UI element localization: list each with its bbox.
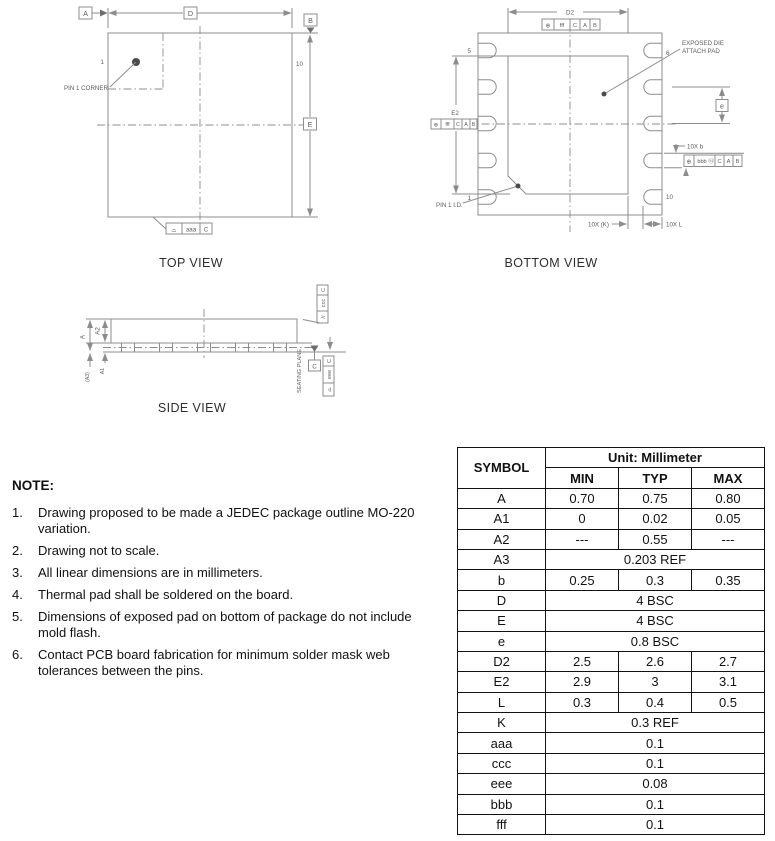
mmc-modifier: Ⓜ (708, 159, 714, 165)
note-item (12, 587, 436, 603)
note-text: Dimensions of exposed pad on bottom of package do not include mold flash. (38, 609, 412, 640)
table-row (458, 549, 765, 569)
symbol-cell: ccc (458, 753, 546, 773)
symbol-cell: A (458, 488, 546, 508)
pin-10-number: 10 (666, 194, 673, 201)
table-row (458, 692, 765, 712)
parallelism-symbol: // (321, 315, 327, 319)
note-number: 5. (12, 609, 23, 624)
datum-ref-c: C (456, 122, 460, 128)
side-view-drawing (60, 278, 370, 420)
table-row (458, 794, 765, 814)
dim-a2-label: A2 (94, 327, 102, 335)
note-number: 2. (12, 543, 23, 558)
min-cell: 0.25 (546, 570, 619, 590)
datum-ref-a: A (464, 122, 468, 128)
symbol-cell: bbb (458, 794, 546, 814)
value-span-cell: 0.3 REF (546, 713, 765, 733)
value-span-cell: 0.1 (546, 794, 765, 814)
symbol-cell: fff (458, 815, 546, 835)
max-cell: 0.5 (692, 692, 765, 712)
datum-ref-c: C (327, 358, 333, 364)
dim-e-pitch-label: e (720, 101, 724, 111)
table-row (458, 631, 765, 651)
value-span-cell: 0.1 (546, 815, 765, 835)
symbol-cell: e (458, 631, 546, 651)
pin-5-number: 5 (467, 48, 471, 55)
typ-cell: 0.55 (619, 529, 692, 549)
exposed-pad-label2: ATTACH PAD (682, 48, 720, 55)
note-text: Thermal pad shall be soldered on the board. (38, 587, 294, 602)
symbol-cell: E2 (458, 672, 546, 692)
fff-tolerance: fff (445, 122, 450, 128)
unit-header: Unit: Millimeter (546, 448, 765, 468)
typ-cell: 2.6 (619, 651, 692, 671)
table-row (458, 815, 765, 835)
position-symbol: ⊕ (433, 122, 439, 129)
datum-b-label: B (308, 16, 313, 25)
max-cell: 0.80 (692, 488, 765, 508)
symbol-cell: A1 (458, 509, 546, 529)
symbol-cell: aaa (458, 733, 546, 753)
symbol-cell: D (458, 590, 546, 610)
note-item (12, 505, 436, 537)
value-span-cell: 0.203 REF (546, 549, 765, 569)
min-cell: 2.5 (546, 651, 619, 671)
profile-symbol: ⌓ (171, 226, 177, 234)
bottom-view-drawing (430, 0, 775, 276)
typ-cell: 0.75 (619, 488, 692, 508)
pin-6-number: 6 (666, 50, 670, 57)
table-row (458, 611, 765, 631)
top-view-drawing (55, 0, 355, 276)
pin-10-number: 10 (296, 61, 303, 68)
datum-c-label: C (312, 363, 317, 371)
note-text: Contact PCB board fabrication for minimum solder mask web tolerances between the pins. (38, 647, 390, 678)
datum-ref-a: A (726, 159, 731, 165)
bbb-tolerance: bbb (697, 159, 707, 165)
typ-cell: 0.3 (619, 570, 692, 590)
position-symbol: ⊕ (545, 22, 551, 30)
max-cell: 0.05 (692, 509, 765, 529)
table-row (458, 651, 765, 671)
datum-ref-b: B (471, 122, 476, 128)
note-text: Drawing proposed to be made a JEDEC package outline MO-220 variation. (38, 505, 415, 536)
eee-tolerance: eee (327, 369, 333, 380)
note-text: Drawing not to scale. (38, 543, 160, 558)
datum-ref-c: C (572, 23, 578, 29)
bottom-view-title: BOTTOM VIEW (504, 256, 598, 270)
note-text: All linear dimensions are in millimeters. (38, 565, 263, 580)
datum-ref-a: A (583, 23, 587, 29)
dimension-table (457, 447, 765, 835)
value-span-cell: 4 BSC (546, 590, 765, 610)
table-row (458, 753, 765, 773)
pin-1-number: 1 (467, 195, 471, 202)
min-cell: 2.9 (546, 672, 619, 692)
note-number: 6. (12, 647, 23, 662)
datum-ref-b: B (593, 23, 597, 29)
max-cell: --- (692, 529, 765, 549)
max-cell: 0.35 (692, 570, 765, 590)
table-row (458, 590, 765, 610)
value-span-cell: 0.08 (546, 774, 765, 794)
table-row (458, 733, 765, 753)
pin1-corner-label: PIN 1 CORNER (63, 85, 108, 92)
fff-tolerance: fff (559, 23, 565, 29)
dim-e-label: E (307, 120, 313, 129)
symbol-header: SYMBOL (458, 448, 546, 489)
table-row (458, 529, 765, 549)
dim-e2-label: E2 (451, 110, 459, 117)
note-number: 1. (12, 505, 23, 520)
notes-list (12, 505, 436, 679)
note-item (12, 565, 436, 581)
note-item (12, 543, 436, 559)
datum-ref-b: B (735, 159, 740, 165)
exposed-pad-label: EXPOSED DIE (682, 40, 724, 47)
value-span-cell: 0.8 BSC (546, 631, 765, 651)
min-cell: --- (546, 529, 619, 549)
symbol-cell: A3 (458, 549, 546, 569)
dim-a3-label: (A3) (85, 372, 91, 382)
symbol-cell: A2 (458, 529, 546, 549)
min-cell: 0.3 (546, 692, 619, 712)
typ-header: TYP (619, 468, 692, 488)
note-item (12, 647, 436, 679)
datum-ref-c: C (321, 287, 327, 293)
table-row (458, 713, 765, 733)
datum-ref-c: C (203, 226, 209, 234)
position-symbol: ⊕ (686, 158, 692, 166)
symbol-cell: L (458, 692, 546, 712)
typ-cell: 3 (619, 672, 692, 692)
table-row (458, 774, 765, 794)
min-header: MIN (546, 468, 619, 488)
seating-plane-label: SEATING PLANE (297, 348, 303, 393)
pin1-id-label: PIN 1 I.D. (436, 202, 463, 209)
profile-symbol: ⌓ (327, 387, 333, 392)
note-number: 4. (12, 587, 23, 602)
aaa-tolerance: aaa (185, 226, 197, 234)
dim-d2-label: D2 (566, 9, 574, 17)
symbol-cell: b (458, 570, 546, 590)
side-view-title: SIDE VIEW (157, 401, 227, 415)
notes-heading: NOTE: (12, 478, 54, 493)
note-item (12, 609, 436, 641)
datum-a-label: A (83, 9, 88, 18)
min-cell: 0 (546, 509, 619, 529)
value-span-cell: 0.1 (546, 753, 765, 773)
dim-a1-label: A1 (100, 367, 106, 375)
value-span-cell: 4 BSC (546, 611, 765, 631)
symbol-cell: E (458, 611, 546, 631)
table-row (458, 488, 765, 508)
dim-d-label: D (187, 9, 194, 18)
min-cell: 0.70 (546, 488, 619, 508)
lead-gap-label: 10X (K) (588, 221, 609, 229)
ccc-tolerance: ccc (321, 298, 327, 308)
max-cell: 3.1 (692, 672, 765, 692)
typ-cell: 0.4 (619, 692, 692, 712)
table-row (458, 570, 765, 590)
symbol-cell: D2 (458, 651, 546, 671)
datum-ref-c: C (717, 159, 722, 165)
lead-length-label: 10X L (666, 221, 683, 229)
top-view-title: TOP VIEW (159, 256, 223, 270)
pin-1-number: 1 (100, 59, 104, 66)
value-span-cell: 0.1 (546, 733, 765, 753)
lead-width-label: 10X b (687, 143, 704, 151)
typ-cell: 0.02 (619, 509, 692, 529)
table-row (458, 509, 765, 529)
dim-a-label: A (79, 334, 87, 340)
symbol-cell: K (458, 713, 546, 733)
max-header: MAX (692, 468, 765, 488)
table-row (458, 672, 765, 692)
max-cell: 2.7 (692, 651, 765, 671)
notes-section (12, 478, 436, 685)
note-number: 3. (12, 565, 23, 580)
symbol-cell: eee (458, 774, 546, 794)
